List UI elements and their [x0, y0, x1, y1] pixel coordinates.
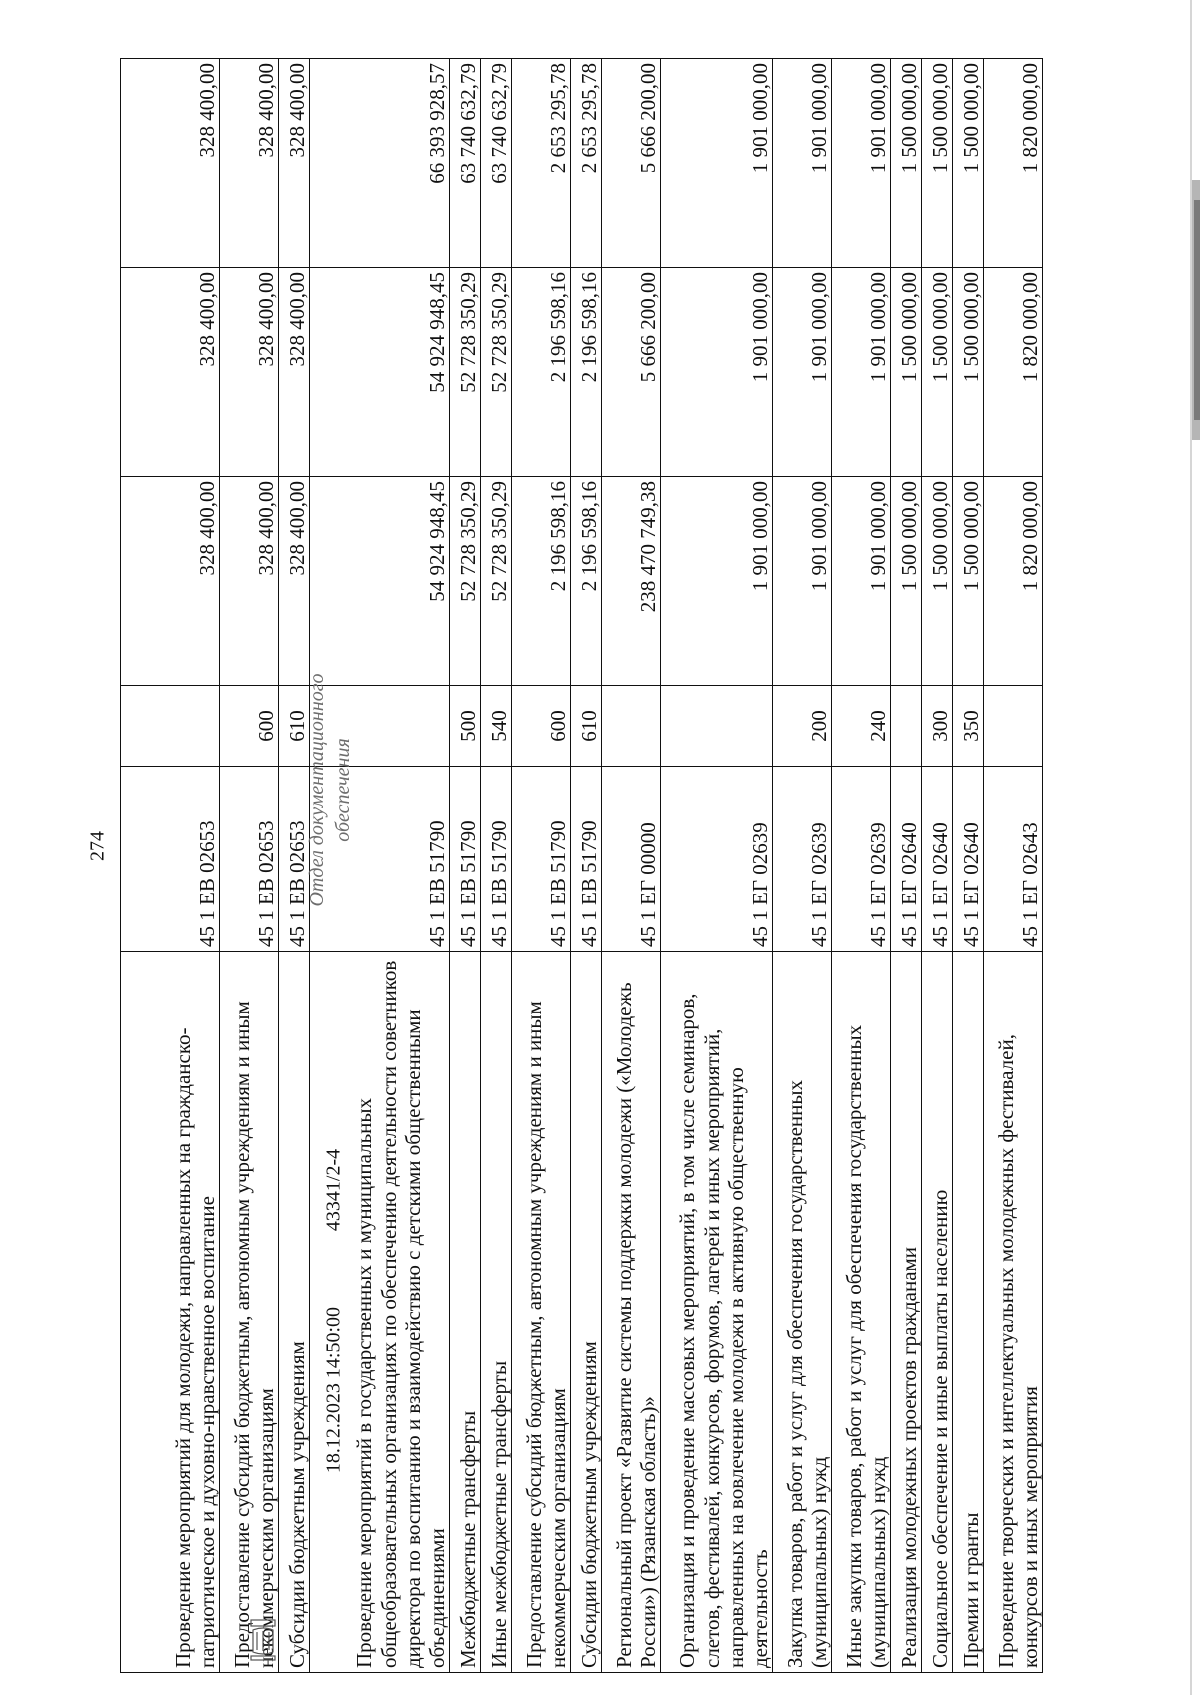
- row-name: Проведение творческих и интеллектуальных молодежных фестивалей, конкурсов и иных мероприятия: [984, 952, 1043, 1673]
- row-vr: 500: [450, 686, 481, 767]
- row-value-1: 2 196 598,16: [512, 477, 571, 686]
- row-value-2: 2 196 598,16: [571, 268, 602, 477]
- table-row: [121, 59, 220, 1673]
- row-value-1: 2 196 598,16: [571, 477, 602, 686]
- row-vr: [891, 686, 922, 767]
- row-code: 45 1 ЕВ 51790: [450, 767, 481, 952]
- row-vr: [661, 686, 773, 767]
- row-value-1: 1 901 000,00: [773, 477, 832, 686]
- row-vr: 600: [512, 686, 571, 767]
- row-vr: 600: [220, 686, 279, 767]
- row-value-3: 63 740 632,79: [481, 59, 512, 268]
- row-value-2: 54 924 948,45: [310, 268, 450, 477]
- row-value-3: 2 653 295,78: [512, 59, 571, 268]
- row-code: 45 1 ЕГ 02639: [661, 767, 773, 952]
- row-name: Премии и гранты: [953, 952, 984, 1673]
- row-value-3: 328 400,00: [121, 59, 220, 268]
- row-name: Реализация молодежных проектов гражданами: [891, 952, 922, 1673]
- table-row: [832, 59, 891, 1673]
- row-value-1: 1 901 000,00: [661, 477, 773, 686]
- row-vr: 200: [773, 686, 832, 767]
- row-value-1: 238 470 749,38: [602, 477, 661, 686]
- table-row: [984, 59, 1043, 1673]
- row-vr: 300: [922, 686, 953, 767]
- row-value-1: 1 500 000,00: [922, 477, 953, 686]
- row-vr: [602, 686, 661, 767]
- row-value-1: 1 901 000,00: [832, 477, 891, 686]
- page-number: 274: [86, 831, 109, 861]
- row-name: Межбюджетные трансферты: [450, 952, 481, 1673]
- duma-emblem-icon: [248, 1616, 278, 1666]
- row-value-2: 5 666 200,00: [602, 268, 661, 477]
- row-vr: [121, 686, 220, 767]
- table-row: [450, 59, 481, 1673]
- row-value-2: 1 820 000,00: [984, 268, 1043, 477]
- row-code: 45 1 ЕГ 02640: [891, 767, 922, 952]
- row-vr: 240: [832, 686, 891, 767]
- row-name: Субсидии бюджетным учреждениям: [279, 952, 310, 1673]
- row-value-1: 52 728 350,29: [450, 477, 481, 686]
- row-name: Предоставление субсидий бюджетным, автономным учреждениям и иным некоммерческим организациям: [512, 952, 571, 1673]
- row-code: 45 1 ЕГ 02643: [984, 767, 1043, 952]
- row-code: 45 1 ЕВ 51790: [512, 767, 571, 952]
- row-vr: [984, 686, 1043, 767]
- row-code: 45 1 ЕВ 02653: [121, 767, 220, 952]
- row-value-2: 1 901 000,00: [661, 268, 773, 477]
- row-name: Региональный проект «Развитие системы поддержки молодежи («Молодежь России») (Рязанская область)»: [602, 952, 661, 1673]
- budget-table: [120, 58, 1043, 1673]
- row-value-1: 328 400,00: [220, 477, 279, 686]
- row-value-3: 66 393 928,57: [310, 59, 450, 268]
- document-id: 43341/2-4: [322, 1148, 345, 1232]
- table-row: [602, 59, 661, 1673]
- row-name: Организация и проведение массовых мероприятий, в том числе семинаров, слетов, фестивалей, конкурсов, форумов, лагерей и иных мероприятий, направленных на вовлечение молодежи в активную общественную деятельность: [661, 952, 773, 1673]
- row-value-3: 1 901 000,00: [832, 59, 891, 268]
- row-name: Иные межбюджетные трансферты: [481, 952, 512, 1673]
- stamp-line-2: обеспечения: [332, 738, 354, 842]
- table-row: [512, 59, 571, 1673]
- row-value-2: 2 196 598,16: [512, 268, 571, 477]
- row-value-1: 1 500 000,00: [953, 477, 984, 686]
- table-row: [481, 59, 512, 1673]
- table-row: [922, 59, 953, 1673]
- row-value-1: 1 820 000,00: [984, 477, 1043, 686]
- row-code: 45 1 ЕВ 51790: [571, 767, 602, 952]
- row-code: 45 1 ЕВ 51790: [481, 767, 512, 952]
- row-vr: 540: [481, 686, 512, 767]
- row-value-3: 2 653 295,78: [571, 59, 602, 268]
- row-value-3: 1 500 000,00: [891, 59, 922, 268]
- budget-table-container: [120, 63, 1042, 1673]
- row-value-2: 1 500 000,00: [891, 268, 922, 477]
- row-code: 45 1 ЕГ 02639: [832, 767, 891, 952]
- table-row: [953, 59, 984, 1673]
- table-row: [220, 59, 279, 1673]
- row-value-2: 1 500 000,00: [953, 268, 984, 477]
- row-value-3: 1 500 000,00: [922, 59, 953, 268]
- row-value-3: 328 400,00: [279, 59, 310, 268]
- row-value-2: 1 901 000,00: [832, 268, 891, 477]
- row-name: Закупка товаров, работ и услуг для обеспечения государственных (муниципальных) нужд: [773, 952, 832, 1673]
- row-value-1: 54 924 948,45: [310, 477, 450, 686]
- table-row: [891, 59, 922, 1673]
- row-name: Предоставление субсидий бюджетным, автономным учреждениям и иным некоммерческим организациям: [220, 952, 279, 1673]
- table-row: [661, 59, 773, 1673]
- row-code: 45 1 ЕГ 02639: [773, 767, 832, 952]
- row-value-3: 1 901 000,00: [661, 59, 773, 268]
- table-row: [571, 59, 602, 1673]
- department-stamp: [304, 673, 356, 906]
- row-value-1: 52 728 350,29: [481, 477, 512, 686]
- row-value-1: 328 400,00: [121, 477, 220, 686]
- row-value-3: 1 500 000,00: [953, 59, 984, 268]
- row-value-2: 328 400,00: [220, 268, 279, 477]
- row-vr: 610: [571, 686, 602, 767]
- document-datetime: 18.12.2023 14:50:00: [322, 1306, 345, 1474]
- row-value-3: 328 400,00: [220, 59, 279, 268]
- row-value-3: 63 740 632,79: [450, 59, 481, 268]
- row-code: 45 1 ЕВ 02653: [220, 767, 279, 952]
- row-code: 45 1 ЕВ 51790: [310, 767, 450, 952]
- row-value-3: 1 820 000,00: [984, 59, 1043, 268]
- row-name: Социальное обеспечение и иные выплаты населению: [922, 952, 953, 1673]
- row-value-2: 52 728 350,29: [450, 268, 481, 477]
- row-value-1: 1 500 000,00: [891, 477, 922, 686]
- row-vr: 610: [279, 686, 310, 767]
- row-vr: 350: [953, 686, 984, 767]
- row-name: Субсидии бюджетным учреждениям: [571, 952, 602, 1673]
- row-code: 45 1 ЕГ 00000: [602, 767, 661, 952]
- row-value-3: 1 901 000,00: [773, 59, 832, 268]
- row-name: Проведение мероприятий в государственных и муниципальных общеобразовательных организациях по обеспечению деятельности советников директора по воспитанию и взаимодействию с детскими общественными объединениями: [310, 952, 450, 1673]
- row-code: 45 1 ЕГ 02640: [922, 767, 953, 952]
- stamp-line-1: Отдел документационного: [306, 673, 328, 907]
- row-name: Иные закупки товаров, работ и услуг для обеспечения государственных (муниципальных) нужд: [832, 952, 891, 1673]
- table-row: [773, 59, 832, 1673]
- row-value-3: 5 666 200,00: [602, 59, 661, 268]
- scan-edge-decoration: [1186, 0, 1200, 1695]
- row-value-1: 328 400,00: [279, 477, 310, 686]
- row-value-2: 328 400,00: [121, 268, 220, 477]
- row-code: 45 1 ЕГ 02640: [953, 767, 984, 952]
- row-value-2: 328 400,00: [279, 268, 310, 477]
- row-code: 45 1 ЕВ 02653: [279, 767, 310, 952]
- row-value-2: 1 901 000,00: [773, 268, 832, 477]
- row-name: Проведение мероприятий для молодежи, направленных на гражданско-патриотическое и духовно-нравственное воспитание: [121, 952, 220, 1673]
- row-value-2: 52 728 350,29: [481, 268, 512, 477]
- row-value-2: 1 500 000,00: [922, 268, 953, 477]
